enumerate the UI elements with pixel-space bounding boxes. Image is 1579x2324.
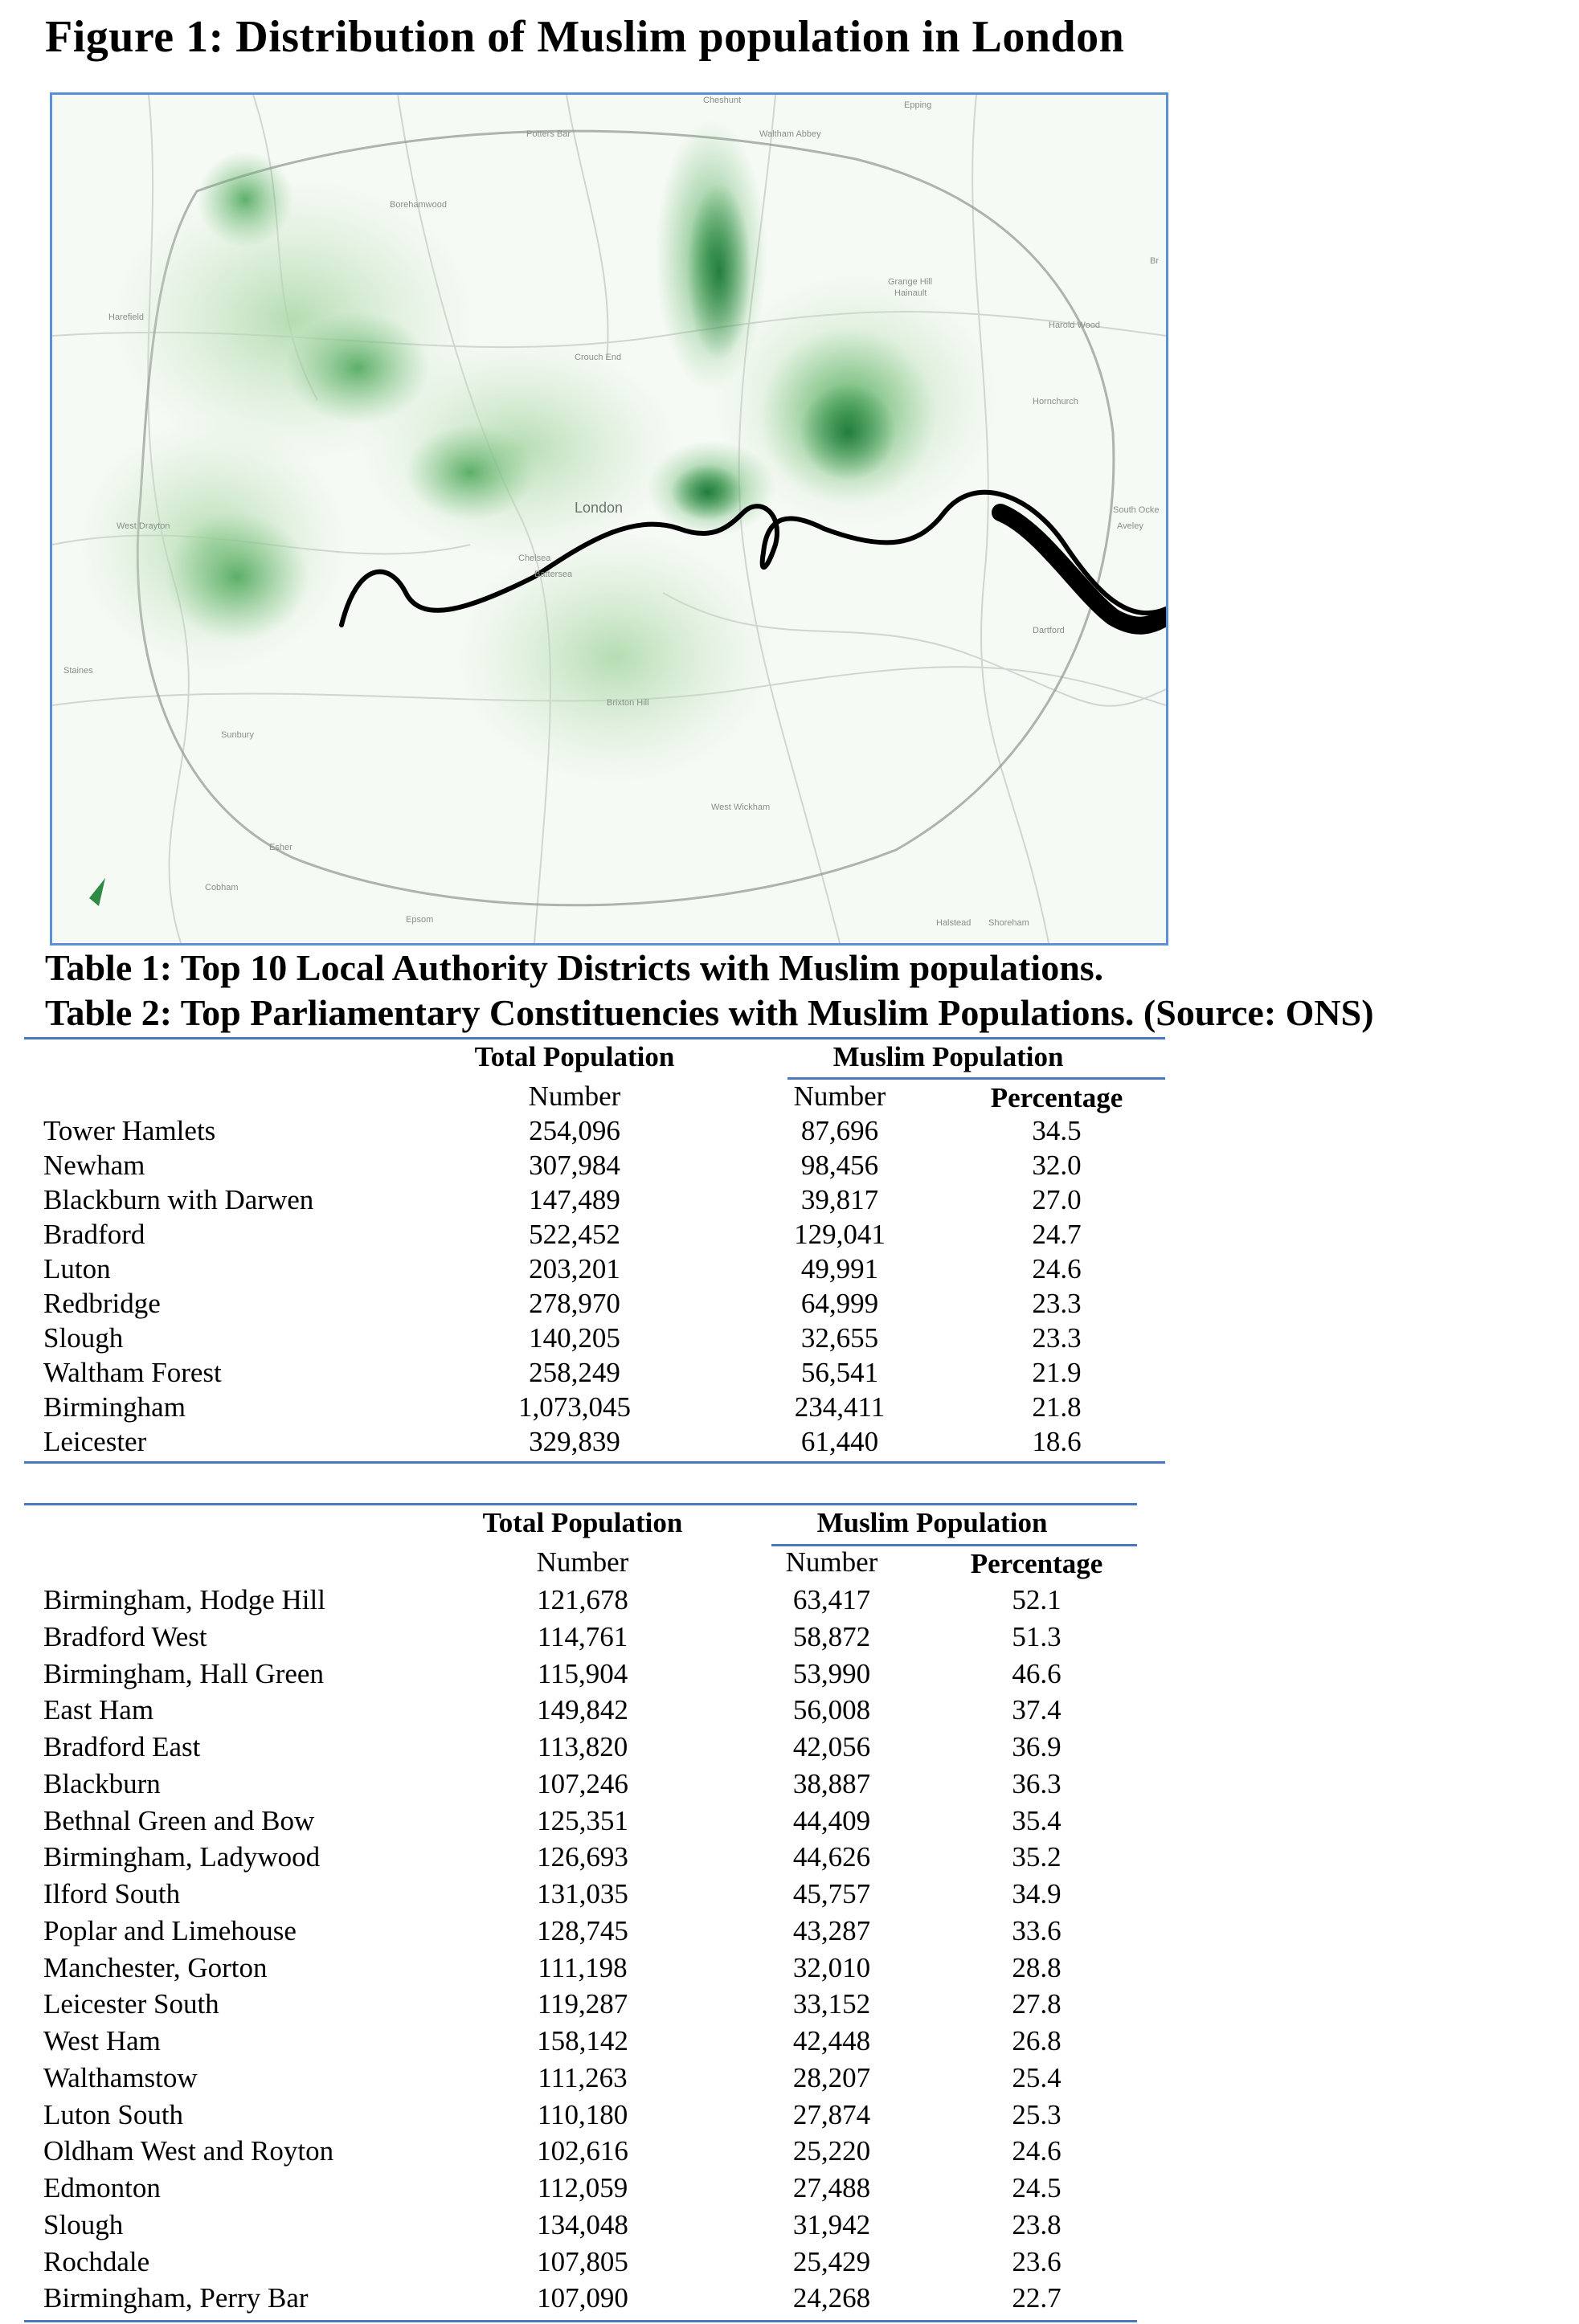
row-muslim: 87,696	[800, 1115, 879, 1146]
row-muslim: 61,440	[800, 1426, 879, 1457]
row-percentage: 24.7	[1032, 1219, 1082, 1250]
table2-header-muslim: Muslim Population	[816, 1507, 1048, 1538]
row-muslim: 58,872	[792, 1620, 871, 1652]
map-label-staines: Staines	[63, 666, 93, 676]
row-total: 112,059	[537, 2172, 628, 2204]
row-name: Birmingham, Perry Bar	[43, 2282, 309, 2314]
row-percentage: 51.3	[1012, 1620, 1062, 1652]
table1-caption: Table 1: Top 10 Local Authority Districts with Muslim populations.	[45, 947, 1104, 988]
table-row	[0, 1584, 1165, 1616]
row-name: Bradford	[43, 1219, 145, 1250]
row-name: East Ham	[43, 1694, 154, 1726]
table-row	[0, 1288, 1165, 1320]
table-row	[0, 2282, 1165, 2314]
row-name: Luton South	[43, 2098, 184, 2130]
table-row	[0, 2025, 1165, 2057]
row-percentage: 34.9	[1012, 1878, 1062, 1909]
map-label-battersea: Battersea	[534, 570, 573, 579]
row-percentage: 36.9	[1012, 1731, 1062, 1762]
map-label-aveley: Aveley	[1117, 521, 1143, 531]
map-label-epsom: Epsom	[406, 915, 434, 925]
table-row	[0, 2209, 1165, 2241]
table-row	[0, 1219, 1165, 1251]
table1-sub-number-muslim: Number	[793, 1080, 886, 1112]
row-name: Ilford South	[43, 1878, 181, 1909]
row-total: 254,096	[529, 1115, 620, 1146]
table-row	[0, 1322, 1165, 1354]
row-total: 158,142	[537, 2025, 628, 2056]
map-label-hornchurch: Hornchurch	[1033, 397, 1078, 406]
row-percentage: 35.4	[1012, 1804, 1062, 1836]
row-muslim: 129,041	[794, 1219, 886, 1250]
row-name: Poplar and Limehouse	[43, 1914, 297, 1946]
row-muslim: 24,268	[792, 2282, 871, 2314]
table-row	[0, 1805, 1165, 1837]
row-muslim: 27,874	[792, 2098, 871, 2130]
map-label-waltham-abbey: Waltham Abbey	[759, 129, 821, 139]
table-row	[0, 1731, 1165, 1763]
row-percentage: 18.6	[1032, 1426, 1082, 1457]
row-name: Slough	[43, 2208, 124, 2240]
row-muslim: 25,429	[792, 2245, 871, 2277]
row-percentage: 46.6	[1012, 1657, 1062, 1689]
map-label-brixton-hill: Brixton Hill	[607, 698, 649, 708]
row-muslim: 25,220	[792, 2135, 871, 2167]
map-label-hainault: Hainault	[894, 288, 927, 298]
row-percentage: 32.0	[1032, 1150, 1082, 1181]
row-percentage: 23.8	[1012, 2208, 1062, 2240]
row-total: 125,351	[537, 1804, 628, 1836]
row-percentage: 25.4	[1012, 2061, 1062, 2093]
row-total: 203,201	[529, 1253, 620, 1285]
row-name: Bradford West	[43, 1620, 207, 1652]
table2-sub-number-total: Number	[536, 1546, 629, 1578]
map-label-west-wickham: West Wickham	[711, 803, 771, 812]
table-row	[0, 1357, 1165, 1389]
map-label-harefield: Harefield	[108, 312, 145, 322]
row-percentage: 27.0	[1032, 1184, 1082, 1215]
table-row	[0, 2246, 1165, 2278]
row-name: West Ham	[43, 2025, 161, 2056]
map-label-borehamwood: Borehamwood	[390, 200, 447, 210]
table-row	[0, 1988, 1165, 2020]
map-label-south-ockendon: South Ocke	[1113, 505, 1160, 515]
row-muslim: 43,287	[792, 1914, 871, 1946]
row-total: 114,761	[537, 1620, 628, 1652]
table-row	[0, 1426, 1165, 1458]
map-label-esher: Esher	[269, 843, 292, 852]
row-percentage: 23.3	[1032, 1288, 1082, 1319]
table-row	[0, 1915, 1165, 1947]
row-name: Bethnal Green and Bow	[43, 1804, 315, 1836]
row-percentage: 37.4	[1012, 1694, 1062, 1726]
row-total: 107,246	[537, 1767, 628, 1799]
row-total: 131,035	[537, 1878, 628, 1909]
row-muslim: 28,207	[792, 2061, 871, 2093]
row-total: 119,287	[537, 1988, 628, 2020]
row-percentage: 24.6	[1032, 1253, 1082, 1285]
map-label-halstead: Halstead	[936, 918, 972, 928]
table-row	[0, 2135, 1165, 2167]
map-canvas	[52, 95, 1166, 943]
figure-title: Figure 1: Distribution of Muslim population in London	[45, 12, 1125, 62]
row-name: Manchester, Gorton	[43, 1951, 268, 1983]
row-total: 128,745	[537, 1914, 628, 1946]
row-percentage: 24.5	[1012, 2172, 1062, 2204]
table2-caption: Table 2: Top Parliamentary Constituencies with Muslim Populations. (Source: ONS)	[45, 992, 1374, 1033]
row-total: 307,984	[529, 1150, 620, 1181]
row-total: 126,693	[537, 1841, 628, 1873]
map-label-cheshunt: Cheshunt	[703, 96, 742, 105]
row-total: 522,452	[529, 1219, 620, 1250]
map-label-harold-wood: Harold Wood	[1049, 321, 1100, 330]
row-muslim: 38,887	[792, 1767, 871, 1799]
row-percentage: 28.8	[1012, 1951, 1062, 1983]
table1-header-muslim: Muslim Population	[832, 1041, 1064, 1072]
table2-sub-percentage: Percentage	[970, 1548, 1103, 1579]
row-total: 115,904	[537, 1657, 628, 1689]
map-label-london: London	[575, 500, 624, 516]
map-label-crouch-end: Crouch End	[575, 353, 622, 362]
row-muslim: 63,417	[792, 1584, 871, 1615]
table1-muslim-rule	[787, 1077, 1165, 1080]
row-total: 121,678	[537, 1584, 628, 1615]
row-percentage: 36.3	[1012, 1767, 1062, 1799]
row-name: Newham	[43, 1150, 145, 1181]
table1-top-rule	[24, 1037, 1165, 1039]
row-muslim: 33,152	[792, 1988, 871, 2020]
table-row	[0, 1184, 1165, 1216]
row-percentage: 34.5	[1032, 1115, 1082, 1146]
table1-bottom-rule	[24, 1461, 1165, 1464]
row-percentage: 33.6	[1012, 1914, 1062, 1946]
row-muslim: 56,008	[792, 1694, 871, 1726]
row-name: Rochdale	[43, 2245, 150, 2277]
row-name: Luton	[43, 1253, 111, 1285]
row-muslim: 234,411	[794, 1391, 886, 1423]
map-label-dartford: Dartford	[1033, 626, 1065, 635]
row-percentage: 24.6	[1012, 2135, 1062, 2167]
map-label-shoreham: Shoreham	[988, 918, 1029, 928]
row-total: 102,616	[537, 2135, 628, 2167]
table-row	[0, 1391, 1165, 1423]
table2-header-total: Total Population	[482, 1507, 683, 1538]
table2-sub-number-muslim: Number	[785, 1546, 878, 1578]
row-name: Redbridge	[43, 1288, 161, 1319]
table-row	[0, 1694, 1165, 1726]
row-total: 113,820	[537, 1731, 628, 1762]
row-percentage: 52.1	[1012, 1584, 1062, 1615]
map-label-potters-bar: Potters Bar	[526, 129, 571, 139]
table-row	[0, 1658, 1165, 1690]
row-muslim: 27,488	[792, 2172, 871, 2204]
row-muslim: 31,942	[792, 2208, 871, 2240]
table-row	[0, 1952, 1165, 1984]
table-row	[0, 1115, 1165, 1147]
row-percentage: 22.7	[1012, 2282, 1062, 2314]
table2-bottom-rule	[24, 2320, 1137, 2322]
table-row	[0, 1768, 1165, 1800]
row-name: Blackburn with Darwen	[43, 1184, 314, 1215]
row-total: 111,263	[538, 2061, 628, 2093]
row-total: 111,198	[538, 1951, 628, 1983]
row-name: Blackburn	[43, 1767, 161, 1799]
table-row	[0, 1621, 1165, 1653]
row-total: 329,839	[529, 1426, 620, 1457]
row-percentage: 25.3	[1012, 2098, 1062, 2130]
row-muslim: 42,448	[792, 2025, 871, 2056]
row-total: 147,489	[529, 1184, 620, 1215]
london-muslim-population-map	[50, 92, 1168, 946]
row-total: 149,842	[537, 1694, 628, 1726]
table2-top-rule	[24, 1503, 1137, 1505]
map-label-br: Br	[1150, 256, 1159, 266]
row-total: 278,970	[529, 1288, 620, 1319]
map-label-grange-hill: Grange Hill	[888, 277, 933, 287]
row-name: Bradford East	[43, 1731, 201, 1762]
row-total: 258,249	[529, 1357, 620, 1388]
row-muslim: 45,757	[792, 1878, 871, 1909]
row-muslim: 49,991	[800, 1253, 879, 1285]
row-muslim: 39,817	[800, 1184, 879, 1215]
table-row	[0, 1841, 1165, 1873]
row-name: Waltham Forest	[43, 1357, 222, 1388]
row-percentage: 21.8	[1032, 1391, 1082, 1423]
row-muslim: 32,655	[800, 1322, 879, 1354]
row-muslim: 32,010	[792, 1951, 871, 1983]
row-muslim: 64,999	[800, 1288, 879, 1319]
map-label-west-drayton: West Drayton	[117, 521, 170, 531]
row-total: 1,073,045	[518, 1391, 631, 1423]
row-total: 140,205	[529, 1322, 620, 1354]
row-percentage: 26.8	[1012, 2025, 1062, 2056]
table1-sub-percentage: Percentage	[990, 1082, 1123, 1113]
map-label-epping: Epping	[904, 100, 932, 110]
row-name: Walthamstow	[43, 2061, 198, 2093]
table-row	[0, 1878, 1165, 1910]
map-label-sunbury: Sunbury	[221, 730, 254, 740]
row-muslim: 53,990	[792, 1657, 871, 1689]
row-muslim: 98,456	[800, 1150, 879, 1181]
table-row	[0, 2099, 1165, 2131]
map-label-chelsea: Chelsea	[518, 553, 551, 563]
row-name: Leicester South	[43, 1988, 219, 2020]
row-name: Leicester	[43, 1426, 147, 1457]
table-row	[0, 2172, 1165, 2204]
row-percentage: 27.8	[1012, 1988, 1062, 2020]
row-name: Edmonton	[43, 2172, 161, 2204]
table-row	[0, 2062, 1165, 2094]
row-total: 107,805	[537, 2245, 628, 2277]
row-muslim: 42,056	[792, 1731, 871, 1762]
row-name: Birmingham, Hodge Hill	[43, 1584, 325, 1615]
table1-sub-number-total: Number	[528, 1080, 621, 1112]
row-name: Slough	[43, 1322, 124, 1354]
row-percentage: 23.6	[1012, 2245, 1062, 2277]
table-row	[0, 1150, 1165, 1182]
row-muslim: 44,409	[792, 1804, 871, 1836]
row-total: 107,090	[537, 2282, 628, 2314]
row-name: Birmingham, Hall Green	[43, 1657, 324, 1689]
row-name: Oldham West and Royton	[43, 2135, 334, 2167]
row-total: 134,048	[537, 2208, 628, 2240]
row-muslim: 56,541	[800, 1357, 879, 1388]
row-percentage: 35.2	[1012, 1841, 1062, 1873]
row-percentage: 21.9	[1032, 1357, 1082, 1388]
row-percentage: 23.3	[1032, 1322, 1082, 1354]
row-name: Birmingham	[43, 1391, 186, 1423]
row-name: Birmingham, Ladywood	[43, 1841, 321, 1873]
table-row	[0, 1253, 1165, 1285]
row-name: Tower Hamlets	[43, 1115, 216, 1146]
row-total: 110,180	[537, 2098, 628, 2130]
table1-header-total: Total Population	[474, 1041, 675, 1072]
row-muslim: 44,626	[792, 1841, 871, 1873]
map-label-cobham: Cobham	[205, 883, 239, 892]
